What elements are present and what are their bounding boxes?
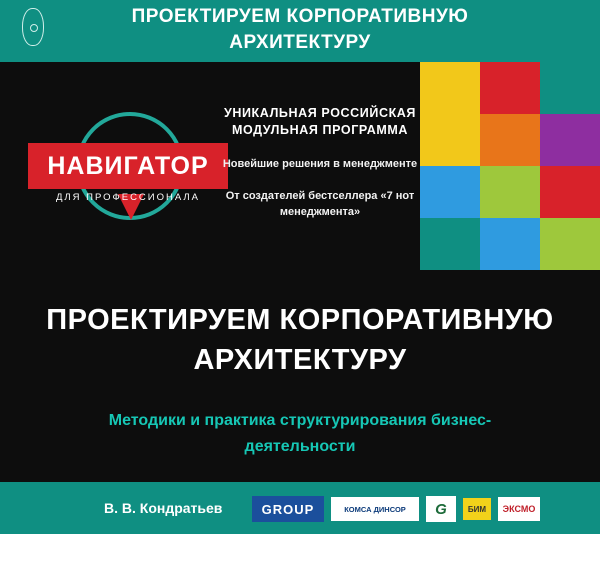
mosaic-tile: [420, 114, 480, 166]
bottom-white-margin: [0, 534, 600, 570]
g-logo: G: [426, 496, 456, 522]
color-mosaic: [420, 62, 600, 270]
eksmo-logo: ЭКСМО: [498, 497, 540, 521]
mosaic-tile: [540, 114, 600, 166]
mosaic-tile: [540, 166, 600, 218]
bim-logo: БИМ: [463, 498, 491, 520]
promo-line-1: Новейшие решения в менеджменте: [222, 158, 418, 170]
tsc-group-logo: GROUP: [252, 496, 324, 522]
mosaic-tile: [420, 166, 480, 218]
publisher-logo-strip: [252, 492, 540, 526]
cd-disc-icon: [22, 8, 44, 46]
mosaic-tile: [420, 218, 480, 270]
mosaic-tile: [540, 218, 600, 270]
author-name: В. В. Кондратьев: [104, 500, 223, 516]
promo-block: [222, 105, 418, 220]
mosaic-tile: [480, 166, 540, 218]
cover-top-title: ПРОЕКТИРУЕМ КОРПОРАТИВНУЮ АРХИТЕКТУРУ: [131, 6, 469, 53]
logo-subtitle: ДЛЯ ПРОФЕССИОНАЛА: [56, 192, 200, 203]
mosaic-tile: [480, 62, 540, 114]
cover-subtitle: Методики и практика структурирования бизнес-деятельности: [108, 412, 492, 455]
navigator-logo: [28, 110, 228, 238]
komsa-dinsor-logo: КОМСА ДИНСОР: [331, 497, 419, 521]
mosaic-tile: [480, 114, 540, 166]
mosaic-tile: [420, 62, 480, 114]
mosaic-tile: [480, 218, 540, 270]
promo-headline: УНИКАЛЬНАЯ РОССИЙСКАЯ МОДУЛЬНАЯ ПРОГРАММА: [223, 106, 417, 137]
promo-line-2: От создателей бестселлера «7 нот менеджмента»: [225, 190, 415, 218]
logo-wordmark: НАВИГАТОР: [47, 152, 209, 180]
cover-main-title: ПРОЕКТИРУЕМ КОРПОРАТИВНУЮ АРХИТЕКТУРУ: [46, 304, 554, 376]
mosaic-tile: [540, 62, 600, 114]
